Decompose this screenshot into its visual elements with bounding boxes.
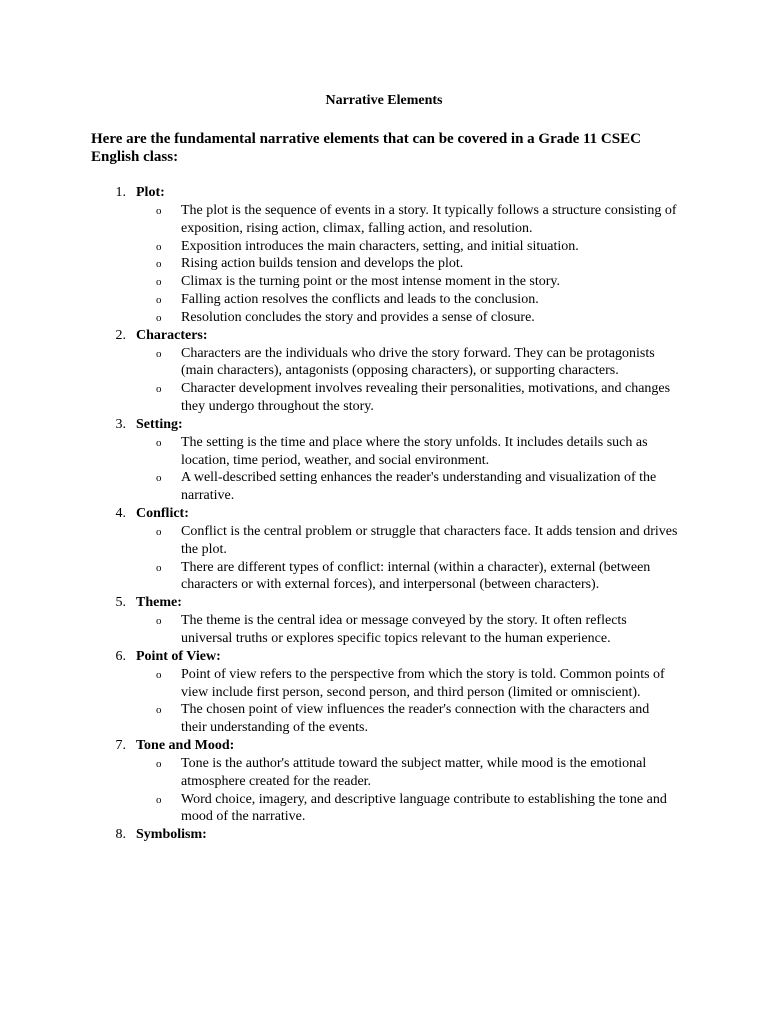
- section-heading: Setting:: [136, 416, 183, 432]
- bullet-circle-icon: o: [156, 293, 162, 306]
- bullet-item: [0, 309, 768, 327]
- bullet-circle-icon: o: [156, 561, 162, 574]
- list-number: 5.: [115, 595, 126, 611]
- bullet-circle-icon: o: [156, 525, 162, 538]
- list-number: 8.: [115, 827, 126, 843]
- list-number: 3.: [115, 416, 126, 432]
- bullet-item: [0, 469, 768, 505]
- bullet-circle-icon: o: [156, 276, 162, 289]
- bullet-item: [0, 273, 768, 291]
- list-item: [0, 184, 768, 327]
- bullet-circle-icon: o: [156, 311, 162, 324]
- bullet-item: [0, 291, 768, 309]
- list-item: [0, 826, 768, 844]
- section-heading: Tone and Mood:: [136, 737, 235, 753]
- bullet-item: [0, 523, 768, 559]
- page-title: Narrative Elements: [325, 93, 443, 108]
- intro-paragraph: Here are the fundamental narrative elements that can be covered in a Grade 11 CSEC English class:: [91, 131, 641, 165]
- section-heading: Conflict:: [136, 505, 189, 521]
- bullet-text: Resolution concludes the story and provides a sense of closure.: [181, 309, 535, 325]
- bullet-item: [0, 559, 768, 595]
- bullet-circle-icon: o: [156, 615, 162, 628]
- bullet-text: Point of view refers to the perspective from which the story is told. Common points of view include first person, second person, and third person (limited or omniscient).: [181, 666, 665, 700]
- bullet-text: Climax is the turning point or the most intense moment in the story.: [181, 274, 560, 290]
- bullet-text: Word choice, imagery, and descriptive language contribute to establishing the tone and mood of the narrative.: [181, 791, 667, 825]
- bullet-text: The plot is the sequence of events in a story. It typically follows a structure consisting of exposition, rising action, climax, falling action, and resolution.: [181, 203, 677, 236]
- list-item: [0, 648, 768, 737]
- section-heading: Point of View:: [136, 648, 221, 664]
- section-list: [0, 184, 768, 844]
- list-number: 1.: [115, 185, 126, 200]
- bullet-item: [0, 791, 768, 827]
- bullet-item: [0, 612, 768, 648]
- bullet-text: The setting is the time and place where the story unfolds. It includes details such as location, time period, weather, and social environment.: [181, 434, 648, 468]
- list-item: [0, 505, 768, 594]
- list-number: 7.: [115, 737, 126, 753]
- bullet-circle-icon: o: [156, 436, 162, 449]
- bullet-item: [0, 666, 768, 702]
- bullet-text: Rising action builds tension and develops the plot.: [181, 256, 464, 272]
- bullet-item: [0, 434, 768, 470]
- bullet-item: [0, 755, 768, 791]
- bullet-circle-icon: o: [156, 793, 162, 806]
- bullet-circle-icon: o: [156, 704, 162, 717]
- list-item: [0, 416, 768, 505]
- bullet-circle-icon: o: [156, 668, 162, 681]
- bullet-text: Tone is the author's attitude toward the subject matter, while mood is the emotional atmosphere created for the reader.: [181, 755, 647, 789]
- bullet-text: The theme is the central idea or message conveyed by the story. It often reflects universal truths or explores specific topics relevant to the human experience.: [181, 613, 627, 646]
- list-number: 6.: [115, 648, 126, 664]
- bullet-circle-icon: o: [156, 205, 162, 217]
- section-heading: Plot:: [136, 185, 165, 200]
- bullet-circle-icon: o: [156, 757, 162, 770]
- list-number: 2.: [115, 327, 126, 343]
- bullet-text: Character development involves revealing their personalities, motivations, and changes they undergo throughout the story.: [181, 381, 671, 414]
- list-item: [0, 737, 768, 826]
- bullet-item: [0, 345, 768, 381]
- bullet-circle-icon: o: [156, 258, 162, 271]
- bullet-text: Falling action resolves the conflicts and leads to the conclusion.: [181, 291, 539, 307]
- bullet-item: [0, 202, 768, 238]
- bullet-text: Conflict is the central problem or struggle that characters face. It adds tension and drives the plot.: [181, 523, 678, 557]
- section-heading: Symbolism:: [136, 827, 207, 843]
- bullet-circle-icon: o: [156, 347, 162, 360]
- list-item: [0, 327, 768, 416]
- bullet-text: A well-described setting enhances the reader's understanding and visualization of the narrative.: [181, 470, 657, 504]
- bullet-circle-icon: o: [156, 472, 162, 485]
- bullet-text: Exposition introduces the main characters, setting, and initial situation.: [181, 238, 579, 254]
- bullet-item: [0, 380, 768, 416]
- bullet-text: Characters are the individuals who drive the story forward. They can be protagonists (main characters), antagonists (opposing characters), or supporting characters.: [181, 345, 655, 379]
- bullet-item: [0, 701, 768, 737]
- section-heading: Characters:: [136, 327, 208, 343]
- section-heading: Theme:: [136, 595, 182, 611]
- bullet-circle-icon: o: [156, 383, 162, 396]
- bullet-circle-icon: o: [156, 240, 162, 253]
- list-number: 4.: [115, 505, 126, 521]
- bullet-item: [0, 255, 768, 273]
- bullet-text: The chosen point of view influences the reader's connection with the characters and their understanding of the events.: [181, 702, 650, 736]
- list-item: [0, 594, 768, 648]
- bullet-item: [0, 238, 768, 256]
- bullet-text: There are different types of conflict: internal (within a character), external (between characters or with external forces), and interpersonal (between characters).: [181, 559, 651, 593]
